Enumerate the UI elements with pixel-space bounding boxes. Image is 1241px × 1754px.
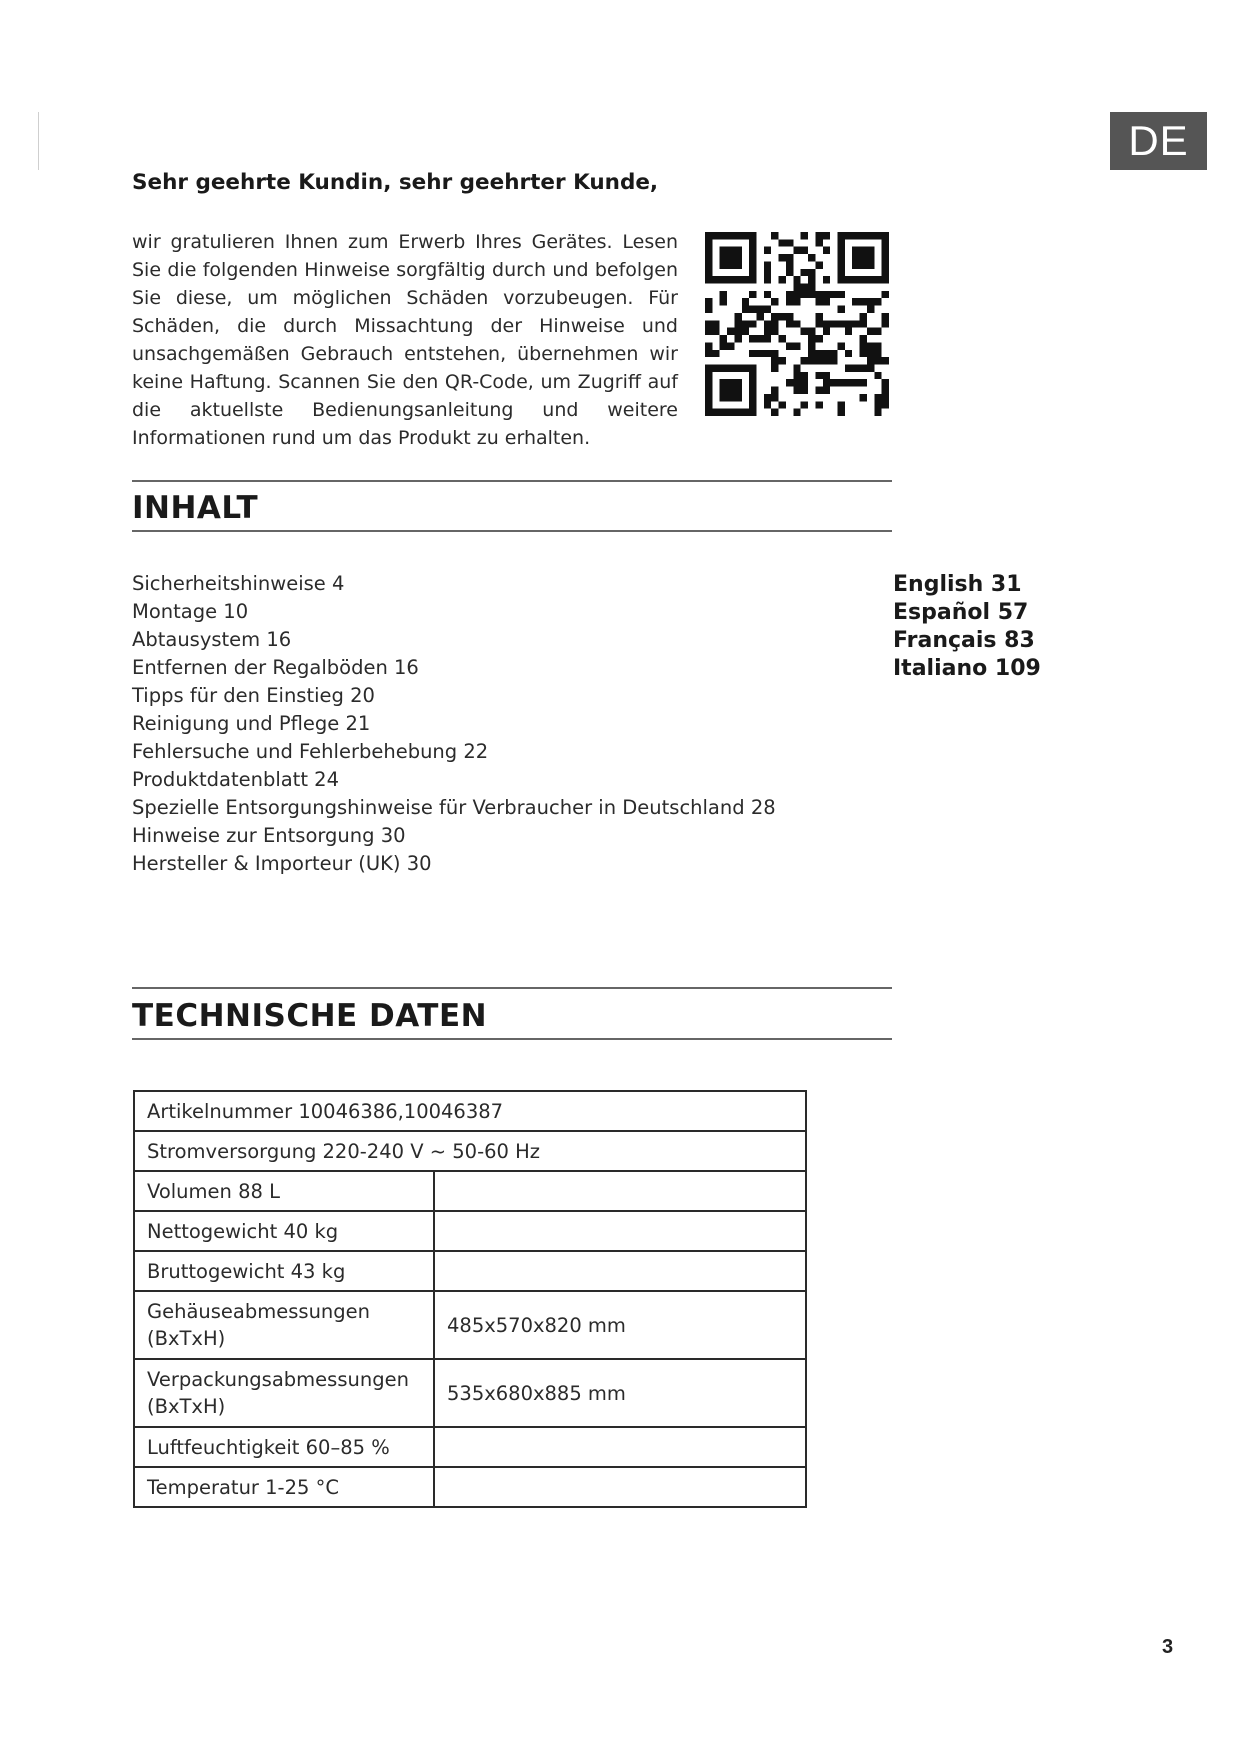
qr-module xyxy=(882,387,889,394)
qr-module xyxy=(793,409,800,416)
qr-module xyxy=(801,269,808,276)
qr-module xyxy=(712,320,719,327)
table-cell-label: Gehäuseabmessungen (BxTxH) xyxy=(134,1291,434,1359)
qr-module xyxy=(860,394,867,401)
qr-module xyxy=(815,320,822,327)
qr-module xyxy=(801,291,808,298)
qr-module xyxy=(874,342,881,349)
qr-module xyxy=(823,291,830,298)
qr-module xyxy=(771,328,778,335)
qr-module xyxy=(734,335,741,342)
table-row xyxy=(134,1211,806,1251)
toc-item: Hersteller & Importeur (UK) 30 xyxy=(132,852,432,875)
table-cell-label: Temperatur 1-25 °C xyxy=(134,1467,434,1507)
qr-module xyxy=(801,232,808,239)
qr-module xyxy=(764,394,771,401)
qr-module xyxy=(823,328,830,335)
qr-module xyxy=(786,239,793,246)
qr-module xyxy=(757,350,764,357)
qr-module xyxy=(830,357,837,364)
qr-module xyxy=(764,306,771,313)
qr-module xyxy=(815,372,822,379)
qr-module xyxy=(874,372,881,379)
language-tab: DE xyxy=(1110,112,1207,170)
qr-module xyxy=(845,350,852,357)
qr-module xyxy=(815,291,822,298)
qr-module xyxy=(793,320,800,327)
greeting-heading: Sehr geehrte Kundin, sehr geehrter Kunde, xyxy=(132,170,659,195)
qr-module xyxy=(837,409,844,416)
qr-module xyxy=(786,342,793,349)
qr-module xyxy=(771,394,778,401)
qr-module xyxy=(852,364,859,371)
qr-module xyxy=(801,379,808,386)
qr-module xyxy=(823,350,830,357)
qr-module xyxy=(815,298,822,305)
toc-item: Entfernen der Regalböden 16 xyxy=(132,656,419,679)
qr-module xyxy=(801,247,808,254)
table-cell-value xyxy=(434,1427,806,1467)
qr-module xyxy=(801,387,808,394)
qr-module xyxy=(742,298,749,305)
page-number: 3 xyxy=(1162,1636,1174,1658)
language-item: Italiano 109 xyxy=(893,656,1041,681)
qr-module xyxy=(786,254,793,261)
qr-module xyxy=(727,328,734,335)
qr-module xyxy=(771,320,778,327)
qr-module xyxy=(793,364,800,371)
qr-module xyxy=(771,409,778,416)
qr-module xyxy=(837,306,844,313)
table-cell-value xyxy=(434,1211,806,1251)
qr-module xyxy=(786,291,793,298)
qr-module xyxy=(793,372,800,379)
qr-module xyxy=(882,313,889,320)
qr-module xyxy=(860,364,867,371)
table-row xyxy=(134,1467,806,1507)
table-cell-label: Volumen 88 L xyxy=(134,1171,434,1211)
qr-module xyxy=(860,313,867,320)
qr-module xyxy=(823,357,830,364)
qr-module xyxy=(867,306,874,313)
qr-module xyxy=(874,350,881,357)
qr-module xyxy=(793,276,800,283)
qr-module xyxy=(771,357,778,364)
language-list xyxy=(893,571,1041,683)
qr-module xyxy=(808,328,815,335)
qr-module xyxy=(793,291,800,298)
qr-module xyxy=(720,298,727,305)
qr-module xyxy=(808,254,815,261)
qr-module xyxy=(757,313,764,320)
qr-module xyxy=(823,298,830,305)
tech-rule-top xyxy=(132,987,892,989)
toc-item: Montage 10 xyxy=(132,600,249,623)
qr-module xyxy=(764,247,771,254)
qr-module xyxy=(779,313,786,320)
qr-module xyxy=(771,313,778,320)
qr-module xyxy=(786,320,793,327)
toc-item: Fehlersuche und Fehlerbehebung 22 xyxy=(132,740,489,763)
qr-module xyxy=(852,320,859,327)
qr-module xyxy=(757,306,764,313)
table-row xyxy=(134,1359,806,1427)
qr-module xyxy=(793,379,800,386)
qr-module xyxy=(786,269,793,276)
qr-module xyxy=(734,313,741,320)
qr-module xyxy=(771,387,778,394)
qr-module xyxy=(860,335,867,342)
qr-module xyxy=(815,401,822,408)
table-row xyxy=(134,1291,806,1359)
qr-module xyxy=(860,379,867,386)
qr-module xyxy=(815,239,822,246)
qr-module xyxy=(742,328,749,335)
qr-module xyxy=(705,320,712,327)
toc-item: Abtausystem 16 xyxy=(132,628,292,651)
qr-module xyxy=(757,335,764,342)
toc-item: Hinweise zur Entsorgung 30 xyxy=(132,824,406,847)
qr-module xyxy=(793,342,800,349)
qr-module xyxy=(837,320,844,327)
qr-module xyxy=(786,298,793,305)
qr-module xyxy=(764,328,771,335)
toc-item: Produktdatenblatt 24 xyxy=(132,768,339,791)
qr-module xyxy=(874,328,881,335)
qr-module xyxy=(882,320,889,327)
qr-module xyxy=(749,335,756,342)
qr-module xyxy=(808,342,815,349)
qr-module xyxy=(830,320,837,327)
qr-module xyxy=(779,254,786,261)
qr-module xyxy=(830,350,837,357)
qr-module xyxy=(786,261,793,268)
qr-module xyxy=(867,328,874,335)
qr-module xyxy=(801,328,808,335)
qr-module xyxy=(874,357,881,364)
qr-module xyxy=(749,306,756,313)
qr-module xyxy=(801,372,808,379)
table-cell-value: 535x680x885 mm xyxy=(434,1359,806,1427)
tech-data-table xyxy=(133,1090,807,1508)
qr-module xyxy=(808,269,815,276)
qr-module xyxy=(867,298,874,305)
qr-module xyxy=(779,239,786,246)
qr-module xyxy=(712,328,719,335)
table-cell-value xyxy=(434,1251,806,1291)
qr-module xyxy=(845,364,852,371)
contents-title: INHALT xyxy=(132,490,259,526)
qr-module xyxy=(874,298,881,305)
qr-module xyxy=(764,269,771,276)
qr-module xyxy=(793,298,800,305)
table-row xyxy=(134,1131,806,1171)
table-cell-label: Artikelnummer 10046386,10046387 xyxy=(134,1091,806,1131)
qr-module xyxy=(882,401,889,408)
qr-module xyxy=(705,342,712,349)
qr-module xyxy=(705,298,712,305)
qr-module xyxy=(815,387,822,394)
qr-module xyxy=(727,342,734,349)
qr-module xyxy=(823,276,830,283)
qr-module xyxy=(815,313,822,320)
language-item: English 31 xyxy=(893,572,1022,597)
qr-module xyxy=(801,357,808,364)
table-cell-label: Luftfeuchtigkeit 60–85 % xyxy=(134,1427,434,1467)
toc-item: Spezielle Entsorgungshinweise für Verbraucher in Deutschland 28 xyxy=(132,796,776,819)
tech-title: TECHNISCHE DATEN xyxy=(132,998,488,1034)
qr-module xyxy=(734,328,741,335)
qr-module xyxy=(867,350,874,357)
qr-module xyxy=(749,291,756,298)
qr-module xyxy=(823,247,830,254)
qr-module xyxy=(808,350,815,357)
table-cell-label: Stromversorgung 220-240 V ~ 50-60 Hz xyxy=(134,1131,806,1171)
qr-module xyxy=(742,306,749,313)
qr-module xyxy=(823,320,830,327)
qr-module xyxy=(874,409,881,416)
qr-module xyxy=(867,357,874,364)
qr-module xyxy=(837,379,844,386)
qr-module xyxy=(815,357,822,364)
table-row xyxy=(134,1251,806,1291)
qr-module xyxy=(808,335,815,342)
qr-module xyxy=(815,261,822,268)
qr-module xyxy=(764,261,771,268)
qr-module xyxy=(801,284,808,291)
qr-module xyxy=(815,232,822,239)
qr-module xyxy=(860,320,867,327)
qr-module xyxy=(830,379,837,386)
qr-module xyxy=(837,342,844,349)
qr-module xyxy=(882,379,889,386)
qr-module xyxy=(786,313,793,320)
qr-module xyxy=(860,350,867,357)
contents-rule-top xyxy=(132,480,892,482)
tech-rule-bottom xyxy=(132,1038,892,1040)
table-cell-label: Verpackungsabmessungen (BxTxH) xyxy=(134,1359,434,1427)
qr-module xyxy=(867,364,874,371)
toc-item: Reinigung und Pflege 21 xyxy=(132,712,371,735)
table-cell-label: Bruttogewicht 43 kg xyxy=(134,1251,434,1291)
qr-module xyxy=(705,350,712,357)
language-item: Español 57 xyxy=(893,600,1029,625)
table-cell-value: 485x570x820 mm xyxy=(434,1291,806,1359)
qr-module xyxy=(793,284,800,291)
qr-module xyxy=(749,320,756,327)
qr-module xyxy=(779,276,786,283)
qr-module xyxy=(860,342,867,349)
qr-module xyxy=(771,298,778,305)
qr-module xyxy=(764,335,771,342)
qr-module xyxy=(764,276,771,283)
table-cell-value xyxy=(434,1171,806,1211)
contents-rule-bottom xyxy=(132,530,892,532)
qr-module xyxy=(882,291,889,298)
qr-module xyxy=(882,394,889,401)
qr-module xyxy=(815,350,822,357)
qr-module xyxy=(779,401,786,408)
qr-module xyxy=(764,401,771,408)
intro-paragraph: wir gratulieren Ihnen zum Erwerb Ihres Gerätes. Lesen Sie die folgenden Hinweise sorgfältig durch und befolgen Sie diese, um möglichen Schäden vorzubeugen. Für Schäden, die durch Missachtung der Hinweise und unsachgemäßen Gebrauch entstehen, übernehmen wir keine Haftung. Scannen Sie den QR-Code, um Zugriff auf die aktuellste Bedienungsanleitung und weitere Informationen rund um das Produkt zu erhalten. xyxy=(132,231,678,449)
qr-module xyxy=(860,298,867,305)
qr-module xyxy=(823,379,830,386)
qr-module xyxy=(712,350,719,357)
table-cell-value xyxy=(434,1467,806,1507)
qr-module xyxy=(845,328,852,335)
qr-module xyxy=(734,320,741,327)
language-item: Français 83 xyxy=(893,628,1035,653)
qr-module xyxy=(808,276,815,283)
table-row xyxy=(134,1427,806,1467)
qr-module xyxy=(779,357,786,364)
qr-module xyxy=(823,387,830,394)
qr-module xyxy=(764,320,771,327)
qr-module xyxy=(808,291,815,298)
qr-module xyxy=(845,320,852,327)
qr-module xyxy=(801,401,808,408)
qr-module xyxy=(867,342,874,349)
qr-code-icon xyxy=(705,232,889,416)
qr-module xyxy=(720,342,727,349)
qr-module xyxy=(742,320,749,327)
qr-module xyxy=(830,291,837,298)
qr-module xyxy=(882,357,889,364)
qr-module xyxy=(845,379,852,386)
qr-module xyxy=(705,306,712,313)
qr-module xyxy=(808,357,815,364)
qr-module xyxy=(837,401,844,408)
table-row xyxy=(134,1091,806,1131)
qr-module xyxy=(771,350,778,357)
qr-module xyxy=(771,364,778,371)
qr-module xyxy=(793,387,800,394)
qr-module xyxy=(874,401,881,408)
toc-item: Sicherheitshinweise 4 xyxy=(132,572,345,595)
qr-module xyxy=(837,291,844,298)
margin-mark xyxy=(38,112,39,170)
qr-module xyxy=(705,328,712,335)
table-row xyxy=(134,1171,806,1211)
qr-module xyxy=(779,335,786,342)
qr-module xyxy=(852,298,859,305)
qr-module xyxy=(874,394,881,401)
qr-module xyxy=(823,232,830,239)
qr-module xyxy=(786,379,793,386)
qr-module xyxy=(771,232,778,239)
qr-module xyxy=(749,350,756,357)
qr-module xyxy=(764,350,771,357)
qr-module xyxy=(808,284,815,291)
qr-module xyxy=(823,372,830,379)
qr-module xyxy=(764,291,771,298)
table-cell-label: Nettogewicht 40 kg xyxy=(134,1211,434,1251)
qr-module xyxy=(720,291,727,298)
contents-list xyxy=(132,570,776,878)
qr-module xyxy=(815,335,822,342)
qr-module xyxy=(793,247,800,254)
qr-module xyxy=(720,335,727,342)
qr-module xyxy=(852,379,859,386)
toc-item: Tipps für den Einstieg 20 xyxy=(132,684,375,707)
